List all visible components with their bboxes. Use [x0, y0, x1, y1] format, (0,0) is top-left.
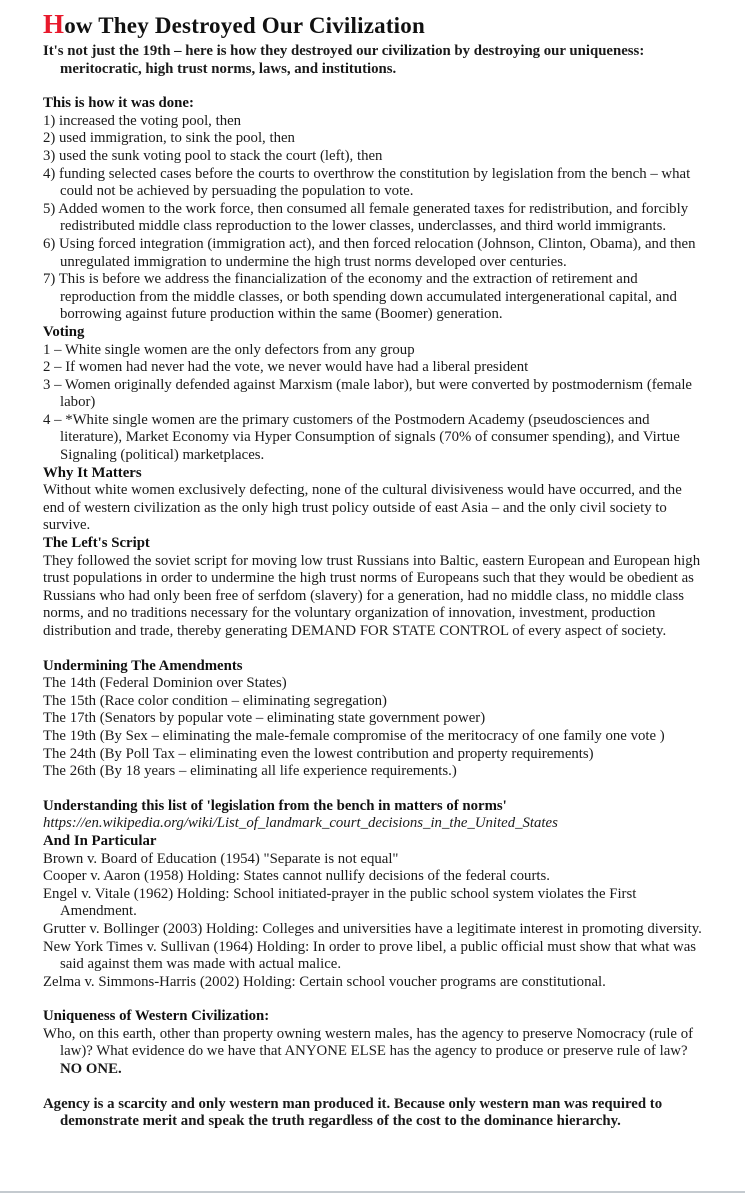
- title-rest: ow They Destroyed Our Civilization: [64, 13, 425, 38]
- case-nyt-sullivan: New York Times v. Sullivan (1964) Holding: In order to prove libel, a public official must show that what was said against them was made with actual malice.: [43, 938, 697, 973]
- heading-and-in-particular: And In Particular: [43, 832, 157, 849]
- document-body: [43, 95, 703, 1131]
- para-why-it-matters: Without white women exclusively defecting, none of the cultural divisiveness would have occurred, and the end of western civilization as the only high trust policy outside of east Asia – and the only civil society to survive.: [43, 482, 682, 534]
- case-engel: Engel v. Vitale (1962) Holding: School initiated-prayer in the public school system violates the First Amendment.: [43, 885, 637, 920]
- para-agency: Agency is a scarcity and only western man produced it. Because only western man was required to demonstrate merit and speak the truth regardless of the cost to the dominance hierarchy.: [43, 1095, 663, 1130]
- heading-understanding-list: Understanding this list of 'legislation from the bench in matters of norms': [43, 797, 507, 814]
- voting-1: 1 – White single women are the only defectors from any group: [43, 341, 415, 358]
- amendment-24th: The 24th (By Poll Tax – eliminating even the lowest contribution and property requirements): [43, 745, 594, 762]
- step-7: 7) This is before we address the financialization of the economy and the extraction of retirement and reproduction from the middle classes, or both spending down accumulated intergenerational capital, and borrowing against future production within the same (Boomer) generation.: [43, 271, 677, 323]
- case-cooper: Cooper v. Aaron (1958) Holding: States cannot nullify decisions of the federal courts.: [43, 868, 550, 885]
- step-1: 1) increased the voting pool, then: [43, 112, 242, 129]
- amendment-17th: The 17th (Senators by popular vote – eliminating state government power): [43, 710, 486, 727]
- voting-3: 3 – Women originally defended against Marxism (male labor), but were converted by postmodernism (female labor): [43, 376, 692, 411]
- amendment-26th: The 26th (By 18 years – eliminating all life experience requirements.): [43, 763, 457, 780]
- title-lead-letter: H: [43, 9, 65, 39]
- heading-voting: Voting: [43, 323, 85, 340]
- heading-how-it-was-done: This is how it was done:: [43, 95, 194, 112]
- page-bottom-edge: [0, 1191, 745, 1193]
- heading-lefts-script: The Left's Script: [43, 535, 150, 552]
- amendment-14th: The 14th (Federal Dominion over States): [43, 675, 287, 692]
- heading-undermining-amendments: Undermining The Amendments: [43, 657, 243, 674]
- page-title: [43, 11, 703, 39]
- para-uniqueness: Who, on this earth, other than property owning western males, has the agency to preserve Nomocracy (rule of law)? What evidence do we have that ANYONE ELSE has the agency to produce or preserve rule of law? NO ONE.: [43, 1025, 694, 1078]
- case-brown: Brown v. Board of Education (1954) "Separate is not equal": [43, 850, 399, 867]
- step-2: 2) used immigration, to sink the pool, then: [43, 130, 295, 147]
- step-6: 6) Using forced integration (immigration act), and then forced relocation (Johnson, Clinton, Obama), and then unregulated immigration to undermine the high trust norms developed over centuries.: [43, 235, 696, 270]
- voting-4: 4 – *White single women are the primary customers of the Postmodern Academy (pseudosciences and literature), Market Economy via Hyper Consumption of signals (70% of consumer spending), and Virtue Signaling (political) marketplaces.: [43, 411, 680, 464]
- heading-uniqueness: Uniqueness of Western Civilization:: [43, 1008, 270, 1025]
- wikipedia-link[interactable]: https://en.wikipedia.org/wiki/List_of_landmark_court_decisions_in_the_United_States: [43, 815, 558, 832]
- case-zelma: Zelma v. Simmons-Harris (2002) Holding: Certain school voucher programs are constitutional.: [43, 973, 606, 990]
- para-lefts-script: They followed the soviet script for moving low trust Russians into Baltic, eastern European and European high trust populations in order to undermine the high trust norms of Europeans such that they would be obedient as Russians who had only been free of serfdom (slavery) for a generation, had no middle class, no middle class norms, and no traditions necessary for the voluntary organization of innovation, investment, production distribution and trade, thereby generating DEMAND FOR STATE CONTROL of every aspect of society.: [43, 552, 701, 639]
- step-3: 3) used the sunk voting pool to stack the court (left), then: [43, 147, 383, 164]
- document-subtitle: It's not just the 19th – here is how they destroyed our civilization by destroying our uniqueness: meritocratic, high trust norms, laws, and institutions.: [43, 43, 645, 77]
- voting-2: 2 – If women had never had the vote, we never would have had a liberal president: [43, 359, 529, 376]
- heading-why-it-matters: Why It Matters: [43, 464, 142, 481]
- step-4: 4) funding selected cases before the courts to overthrow the constitution by legislation from the bench – what could not be achieved by persuading the population to vote.: [43, 165, 691, 200]
- step-5: 5) Added women to the work force, then consumed all female generated taxes for redistribution, and forcibly redistributed middle class reproduction to the lower classes, underclasses, and third world immigrants.: [43, 200, 689, 235]
- amendment-19th: The 19th (By Sex – eliminating the male-female compromise of the meritocracy of one family one vote ): [43, 727, 665, 744]
- case-grutter: Grutter v. Bollinger (2003) Holding: Colleges and universities have a legitimate interest in promoting diversity.: [43, 920, 702, 937]
- amendment-15th: The 15th (Race color condition – eliminating segregation): [43, 692, 387, 709]
